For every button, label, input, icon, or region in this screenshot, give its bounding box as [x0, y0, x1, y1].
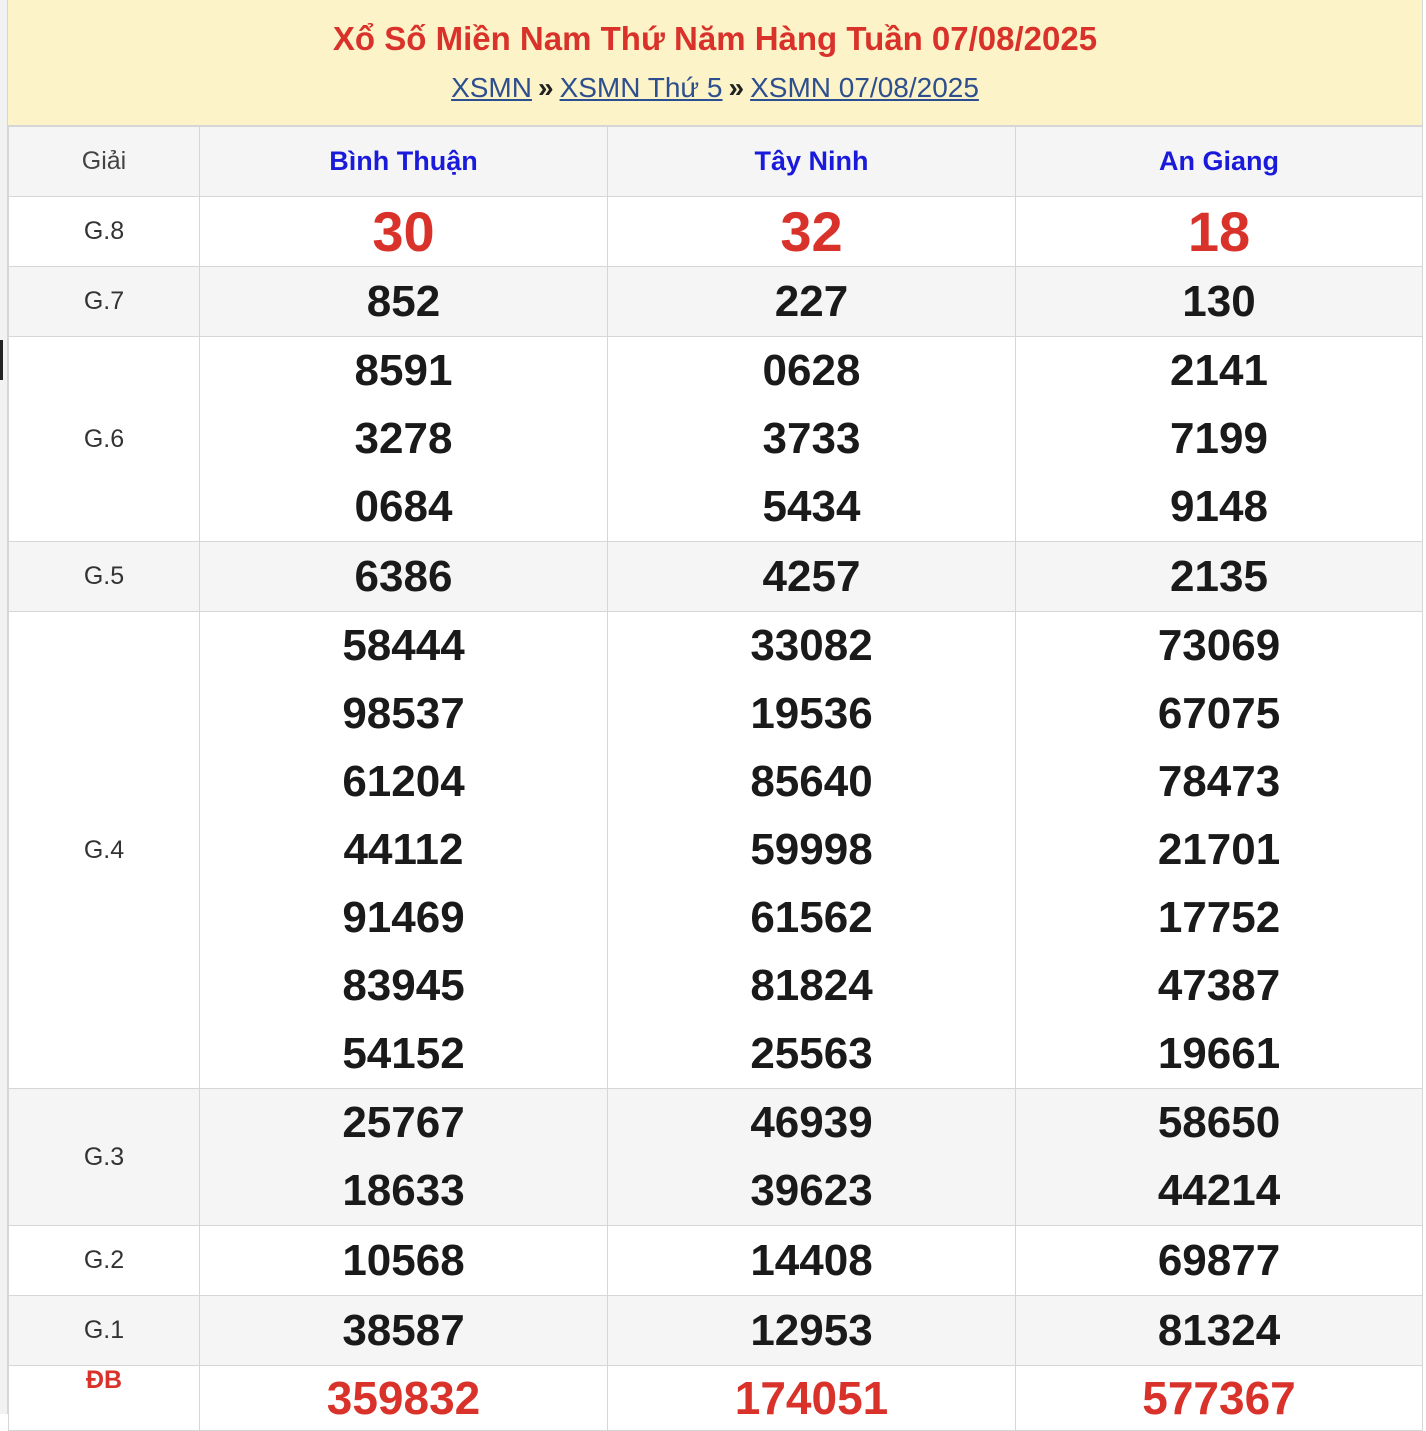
result-number: 67075	[1157, 689, 1281, 738]
result-cell	[1016, 542, 1423, 612]
result-cell	[200, 1296, 608, 1366]
result-cell	[200, 1366, 608, 1431]
result-cell	[200, 337, 608, 542]
results-table	[8, 126, 1423, 1431]
result-number: 7199	[1170, 414, 1268, 463]
result-cell	[200, 1089, 608, 1226]
result-number: 18633	[342, 1166, 465, 1215]
table-header-row	[9, 127, 1423, 197]
result-cell	[608, 197, 1016, 267]
result-number: 47387	[1157, 961, 1281, 1010]
result-number: 78473	[1157, 757, 1281, 806]
result-cell	[1016, 267, 1423, 337]
result-cell	[200, 612, 608, 1089]
result-cell	[200, 1226, 608, 1296]
result-cell	[1016, 1089, 1423, 1226]
province-header-an-giang[interactable]: An Giang	[1016, 127, 1423, 197]
result-number: 8591	[354, 346, 453, 395]
table-row	[9, 1226, 1423, 1296]
result-number: 3733	[762, 414, 861, 463]
result-number: 0628	[762, 346, 861, 395]
province-header-tay-ninh[interactable]: Tây Ninh	[608, 127, 1016, 197]
prize-label: ĐB	[9, 1366, 200, 1431]
scroll-marker	[0, 340, 3, 380]
special-prize-number: 577367	[1142, 1372, 1296, 1424]
result-number: 4257	[762, 551, 861, 601]
result-cell	[608, 1089, 1016, 1226]
prize-label: G.8	[9, 197, 200, 267]
prize-label: G.5	[9, 542, 200, 612]
result-number: 73069	[1157, 621, 1281, 670]
table-row	[9, 1296, 1423, 1366]
result-number: 130	[1182, 276, 1256, 326]
result-number: 33082	[750, 621, 873, 670]
result-number: 38587	[342, 1305, 465, 1355]
result-cell	[608, 337, 1016, 542]
giai-column-header: Giải	[9, 127, 200, 197]
result-number: 9148	[1170, 482, 1268, 531]
breadcrumb-xsmn-date[interactable]: XSMN 07/08/2025	[750, 72, 979, 103]
result-number: 227	[774, 276, 849, 326]
result-number: 30	[372, 199, 435, 263]
result-number: 0684	[354, 482, 453, 531]
result-cell	[200, 267, 608, 337]
result-number: 5434	[762, 482, 861, 531]
result-number: 25563	[750, 1029, 873, 1078]
result-number: 852	[366, 276, 441, 326]
result-number: 6386	[354, 551, 453, 601]
province-header-binh-thuan[interactable]: Bình Thuận	[200, 127, 608, 197]
result-number: 46939	[750, 1098, 873, 1147]
prize-label: G.7	[9, 267, 200, 337]
result-number: 58650	[1157, 1098, 1281, 1147]
result-number: 81324	[1157, 1305, 1281, 1355]
result-cell	[608, 1296, 1016, 1366]
table-row	[9, 337, 1423, 542]
breadcrumb-xsmn[interactable]: XSMN	[451, 72, 532, 103]
result-number: 54152	[342, 1029, 465, 1078]
result-number: 83945	[342, 961, 465, 1010]
results-panel	[7, 0, 1423, 1424]
page-title: Xổ Số Miền Nam Thứ Năm Hàng Tuần 07/08/2025	[332, 20, 1098, 57]
table-row	[9, 1089, 1423, 1226]
result-cell	[1016, 1296, 1423, 1366]
result-cell	[1016, 1366, 1423, 1431]
result-number: 61204	[342, 757, 465, 806]
special-prize-number: 359832	[326, 1372, 481, 1424]
result-number: 44112	[343, 825, 464, 874]
result-cell	[1016, 612, 1423, 1089]
result-number: 25767	[342, 1098, 465, 1147]
table-row	[9, 197, 1423, 267]
result-cell	[608, 1366, 1016, 1431]
result-number: 61562	[750, 893, 873, 942]
result-number: 12953	[750, 1305, 873, 1355]
result-number: 10568	[342, 1235, 465, 1285]
result-number: 18	[1187, 199, 1251, 263]
result-number: 3278	[354, 414, 453, 463]
table-row	[9, 612, 1423, 1089]
result-number: 59998	[750, 825, 873, 874]
result-number: 17752	[1157, 893, 1281, 942]
result-number: 19661	[1157, 1029, 1281, 1078]
result-number: 98537	[342, 689, 465, 738]
prize-label: G.4	[9, 612, 200, 1089]
result-cell	[608, 1226, 1016, 1296]
table-row	[9, 267, 1423, 337]
prize-label: G.3	[9, 1089, 200, 1226]
result-cell	[200, 197, 608, 267]
result-number: 19536	[750, 689, 873, 738]
result-cell	[608, 612, 1016, 1089]
result-cell	[608, 542, 1016, 612]
result-number: 39623	[750, 1166, 873, 1215]
result-number: 81824	[750, 961, 873, 1010]
result-number: 32	[780, 199, 843, 263]
result-cell	[1016, 1226, 1423, 1296]
breadcrumb	[8, 70, 1422, 106]
result-cell	[1016, 337, 1423, 542]
left-edge	[0, 0, 7, 1414]
result-cell	[200, 542, 608, 612]
result-cell	[1016, 197, 1423, 267]
result-number: 85640	[750, 757, 873, 806]
prize-label: G.2	[9, 1226, 200, 1296]
result-number: 2135	[1170, 551, 1268, 601]
table-row	[9, 1366, 1423, 1431]
result-number: 44214	[1157, 1166, 1281, 1215]
result-number: 21701	[1157, 825, 1281, 874]
result-number: 69877	[1157, 1235, 1281, 1285]
breadcrumb-xsmn-thu-5[interactable]: XSMN Thứ 5	[559, 72, 723, 103]
prize-label: G.6	[9, 337, 200, 542]
prize-label: G.1	[9, 1296, 200, 1366]
breadcrumb-separator: »	[728, 72, 745, 103]
result-number: 14408	[750, 1235, 873, 1285]
breadcrumb-separator: »	[537, 72, 554, 103]
table-row	[9, 542, 1423, 612]
result-number: 58444	[342, 621, 465, 670]
results-header	[8, 0, 1422, 126]
special-prize-number: 174051	[734, 1372, 889, 1424]
result-number: 2141	[1170, 346, 1268, 395]
result-cell	[608, 267, 1016, 337]
result-number: 91469	[342, 893, 465, 942]
